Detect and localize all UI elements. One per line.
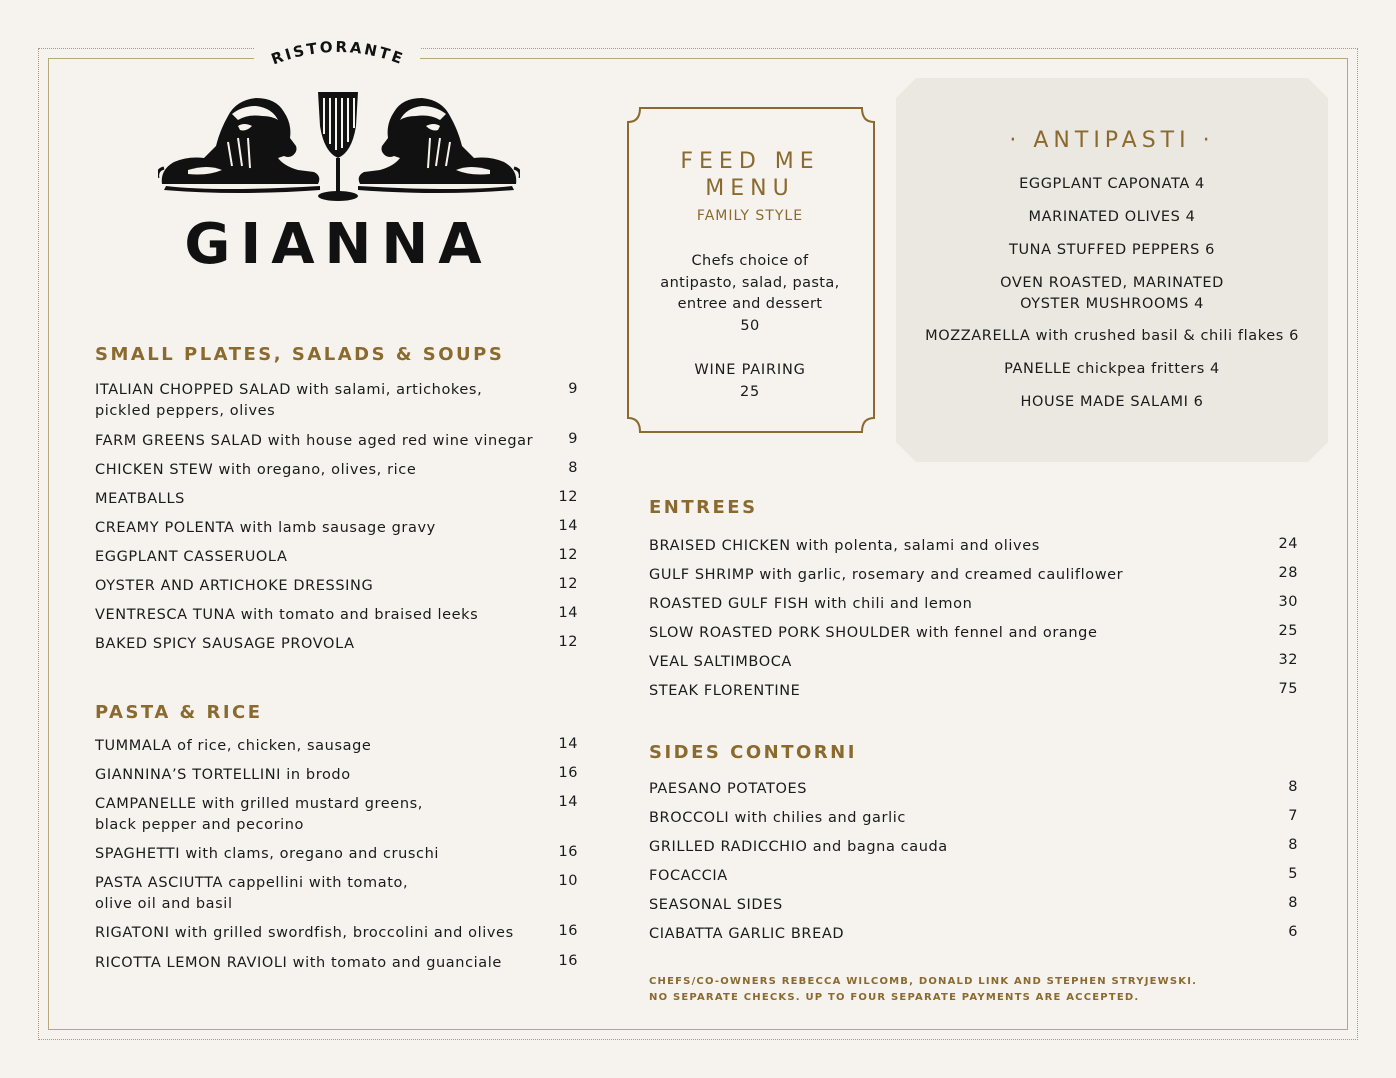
section-title-pasta: PASTA & RICE — [95, 702, 263, 723]
item-price: 75 — [1278, 681, 1298, 697]
feed-me-title — [640, 148, 860, 202]
item-price: 8 — [568, 460, 578, 476]
wine-pairing-price: 25 — [739, 383, 761, 400]
menu-item: SPAGHETTI with clams, oregano and cruschi — [95, 846, 440, 862]
item-price: 16 — [558, 923, 578, 939]
feed-me-subtitle: FAMILY STYLE — [696, 208, 804, 224]
item-price: 9 — [568, 381, 578, 397]
feed-me-title-line1: FEED ME — [680, 149, 820, 174]
menu-item: RIGATONI with grilled swordfish, broccolini and olives — [95, 925, 514, 941]
item-price: 25 — [1278, 623, 1298, 639]
item-price: 9 — [568, 431, 578, 447]
item-price: 30 — [1278, 594, 1298, 610]
item-price: 14 — [558, 518, 578, 534]
footer-line1: CHEFS/CO-OWNERS REBECCA WILCOMB, DONALD LINK AND STEPHEN STRYJEWSKI. — [649, 976, 1198, 987]
antipasti-item: MOZZARELLA with crushed basil & chili flakes 6 — [925, 328, 1299, 344]
menu-item: ROASTED GULF FISH with chili and lemon — [649, 596, 973, 612]
antipasti-item: PANELLE chickpea fritters 4 — [1004, 361, 1220, 377]
menu-item: PAESANO POTATOES — [649, 781, 808, 797]
item-name: PASTA ASCIUTTA cappellini with tomato, — [95, 875, 409, 891]
menu-item: BRAISED CHICKEN with polenta, salami and olives — [649, 538, 1040, 554]
item-price: 14 — [558, 794, 578, 810]
menu-item: SLOW ROASTED PORK SHOULDER with fennel and orange — [649, 625, 1098, 641]
feed-me-line1: Chefs choice of — [691, 253, 809, 269]
menu-item: CHICKEN STEW with oregano, olives, rice — [95, 462, 417, 478]
menu-item: GIANNINA’S TORTELLINI in brodo — [95, 767, 351, 783]
item-price: 12 — [558, 489, 578, 505]
section-title-small-plates: SMALL PLATES, SALADS & SOUPS — [95, 344, 505, 365]
item-name-line2: black pepper and pecorino — [95, 817, 305, 833]
item-price: 8 — [1288, 779, 1298, 795]
antipasti-item: OVEN ROASTED, MARINATED — [1000, 275, 1224, 291]
wine-glass-icon — [318, 92, 358, 201]
item-price: 12 — [558, 547, 578, 563]
menu-item: STEAK FLORENTINE — [649, 683, 801, 699]
antipasti-item: EGGPLANT CAPONATA 4 — [1019, 176, 1205, 192]
feed-me-line3: entree and dessert — [677, 296, 823, 312]
item-name-line2: olive oil and basil — [95, 896, 233, 912]
brand-name: GIANNA — [184, 212, 492, 277]
menu-item: EGGPLANT CASSERUOLA — [95, 549, 288, 565]
menu-item: CREAMY POLENTA with lamb sausage gravy — [95, 520, 436, 536]
lions-wineglass-logo — [158, 86, 520, 206]
item-price: 6 — [1288, 924, 1298, 940]
menu-item: RICOTTA LEMON RAVIOLI with tomato and guanciale — [95, 955, 502, 971]
antipasti-item-line2: OYSTER MUSHROOMS 4 — [1020, 296, 1204, 312]
item-price: 24 — [1278, 536, 1298, 552]
item-name: ITALIAN CHOPPED SALAD with salami, artichokes, — [95, 382, 483, 398]
menu-item — [95, 380, 555, 422]
footer-note — [649, 974, 1289, 1006]
wine-pairing-label: WINE PAIRING — [694, 362, 806, 378]
menu-item: VEAL SALTIMBOCA — [649, 654, 792, 670]
item-price: 14 — [558, 736, 578, 752]
item-name-line2: pickled peppers, olives — [95, 403, 276, 419]
feed-me-title-line2: MENU — [705, 176, 795, 201]
item-price: 32 — [1278, 652, 1298, 668]
item-price: 12 — [558, 576, 578, 592]
menu-item: FARM GREENS SALAD with house aged red wine vinegar — [95, 433, 534, 449]
item-price: 7 — [1288, 808, 1298, 824]
ristorante-text: RISTORANTE — [268, 38, 408, 69]
feed-me-price: 50 — [740, 317, 760, 334]
menu-item: VENTRESCA TUNA with tomato and braised leeks — [95, 607, 479, 623]
menu-item — [95, 794, 535, 836]
menu-item: BAKED SPICY SAUSAGE PROVOLA — [95, 636, 355, 652]
feed-me-description — [640, 251, 860, 337]
menu-item: GULF SHRIMP with garlic, rosemary and creamed cauliflower — [649, 567, 1124, 583]
antipasti-item: HOUSE MADE SALAMI 6 — [1020, 394, 1204, 410]
item-price: 5 — [1288, 866, 1298, 882]
item-price: 16 — [558, 765, 578, 781]
item-price: 12 — [558, 634, 578, 650]
item-price: 14 — [558, 605, 578, 621]
antipasti-item: MARINATED OLIVES 4 — [1028, 209, 1196, 225]
menu-item: CIABATTA GARLIC BREAD — [649, 926, 845, 942]
antipasti-title: · ANTIPASTI · — [1009, 128, 1215, 153]
item-name: CAMPANELLE with grilled mustard greens, — [95, 796, 423, 812]
item-price: 10 — [558, 873, 578, 889]
menu-item: SEASONAL SIDES — [649, 897, 783, 913]
ristorante-wordmark — [256, 38, 420, 72]
item-price: 16 — [558, 844, 578, 860]
section-title-entrees: ENTREES — [649, 497, 758, 518]
feed-me-line2: antipasto, salad, pasta, — [660, 274, 840, 291]
item-price: 16 — [558, 953, 578, 969]
wine-pairing — [640, 360, 860, 403]
menu-item: BROCCOLI with chilies and garlic — [649, 810, 906, 826]
menu-item: GRILLED RADICCHIO and bagna cauda — [649, 839, 948, 855]
menu-item: TUMMALA of rice, chicken, sausage — [95, 738, 372, 754]
menu-item — [95, 873, 535, 915]
menu-item: FOCACCIA — [649, 868, 728, 884]
section-title-sides: SIDES CONTORNI — [649, 742, 857, 763]
antipasti-item: TUNA STUFFED PEPPERS 6 — [1008, 242, 1215, 258]
menu-item: MEATBALLS — [95, 491, 185, 507]
svg-text:RISTORANTE — [269, 38, 407, 68]
item-price: 8 — [1288, 895, 1298, 911]
item-price: 8 — [1288, 837, 1298, 853]
footer-line2: NO SEPARATE CHECKS. UP TO FOUR SEPARATE PAYMENTS ARE ACCEPTED. — [649, 992, 1140, 1003]
menu-item: OYSTER AND ARTICHOKE DRESSING — [95, 578, 374, 594]
item-price: 28 — [1278, 565, 1298, 581]
